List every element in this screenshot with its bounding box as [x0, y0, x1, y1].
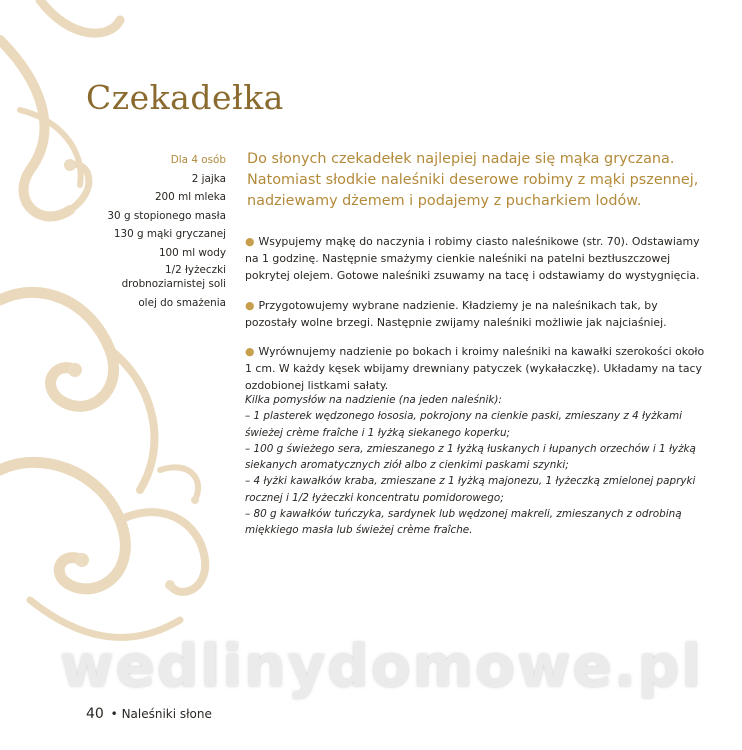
- idea-line: miękkiego masła lub świeżej crème fraîche.: [245, 524, 473, 537]
- page-number: 40: [86, 706, 104, 722]
- step-line: ozdobionej listkami sałaty.: [245, 379, 389, 393]
- idea-line: – 1 plasterek wędzonego łososia, pokrojony na cienkie paski, zmieszany z 4 łyżkami: [245, 410, 683, 423]
- step-line: [245, 233, 705, 250]
- step-text: Wyrównujemy nadzienie po bokach i kroimy naleśniki na kawałki szerokości około: [258, 345, 705, 359]
- ingredient-item: 200 ml mleka: [154, 191, 226, 204]
- step-line: pozostały wolne brzegi. Następnie zwijamy naleśniki możliwie jak najciaśniej.: [245, 315, 667, 329]
- section-name: Naleśniki słone: [121, 707, 212, 721]
- idea-line: świeżej crème fraîche i 1 łyżką siekanego koperku;: [245, 426, 511, 439]
- watermark: wedlinydomowe.pl: [60, 632, 704, 700]
- step-line: [245, 343, 705, 360]
- idea-line: – 80 g kawałków tuńczyka, sardynek lub wędzonej makreli, zmieszanych z odrobiną: [245, 508, 682, 521]
- idea-line: – 100 g świeżego sera, zmieszanego z 1 łyżką łuskanych i łupanych orzechów i 1 łyżką: [245, 442, 696, 455]
- instruction-step: [245, 297, 705, 331]
- intro-line: Natomiast słodkie naleśniki deserowe robimy z mąki pszennej,: [247, 172, 699, 188]
- bullet-icon: ●: [245, 235, 255, 248]
- step-line: pokrytej olejem. Gotowe naleśniki zsuwamy na tacę i odstawiamy do wystygnięcia.: [245, 269, 700, 283]
- instructions: [245, 233, 705, 407]
- idea-line: siekanych aromatycznych ziół albo z cienkimi paskami szynki;: [245, 459, 569, 472]
- ingredients-list: [107, 151, 226, 312]
- step-line: [245, 297, 705, 314]
- filling-ideas: [245, 392, 705, 539]
- step-text: Wsypujemy mąkę do naczynia i robimy ciasto naleśnikowe (str. 70). Odstawiamy: [258, 235, 700, 248]
- step-line: na 1 godzinę. Następnie smażymy cienkie naleśniki na patelni beztłuszczowej: [245, 252, 671, 266]
- idea-line: rocznej i 1/2 łyżeczki koncentratu pomidorowego;: [245, 491, 504, 504]
- ingredient-item: 30 g stopionego masła: [107, 209, 226, 222]
- step-text: Przygotowujemy wybrane nadzienie. Kładziemy je na naleśnikach tak, by: [258, 298, 658, 312]
- ideas-heading: Kilka pomysłów na nadzienie (na jeden naleśnik):: [245, 394, 502, 406]
- ingredient-item: 100 ml wody: [158, 246, 226, 259]
- footer-separator: •: [110, 707, 118, 721]
- bullet-icon: ●: [245, 345, 255, 359]
- ingredient-item: olej do smażenia: [138, 296, 226, 309]
- ingredient-line: drobnoziarnistej soli: [121, 277, 226, 290]
- bullet-icon: ●: [245, 298, 255, 312]
- ingredient-item: [107, 263, 226, 291]
- ingredient-item: 2 jajka: [191, 172, 226, 185]
- instruction-step: [245, 343, 705, 395]
- intro-text: [247, 149, 707, 212]
- idea-line: – 4 łyżki kawałków kraba, zmieszane z 1 łyżką majonezu, 1 łyżeczką zmielonej papryki: [245, 475, 696, 488]
- step-line: 1 cm. W każdy kęsek wbijamy drewniany patyczek (wykałaczkę). Układamy na tacy: [245, 362, 702, 376]
- intro-line: nadziewamy dżemem i podajemy z pucharkiem lodów.: [247, 193, 642, 209]
- servings-label: Dla 4 osób: [170, 154, 226, 166]
- recipe-title: Czekadełka: [86, 78, 284, 117]
- ingredient-line: 1/2 łyżeczki: [164, 263, 226, 276]
- ingredient-item: 130 g mąki gryczanej: [113, 228, 226, 241]
- page-footer: [86, 706, 212, 722]
- intro-line: Do słonych czekadełek najlepiej nadaje się mąka gryczana.: [247, 151, 675, 167]
- instruction-step: [245, 233, 705, 285]
